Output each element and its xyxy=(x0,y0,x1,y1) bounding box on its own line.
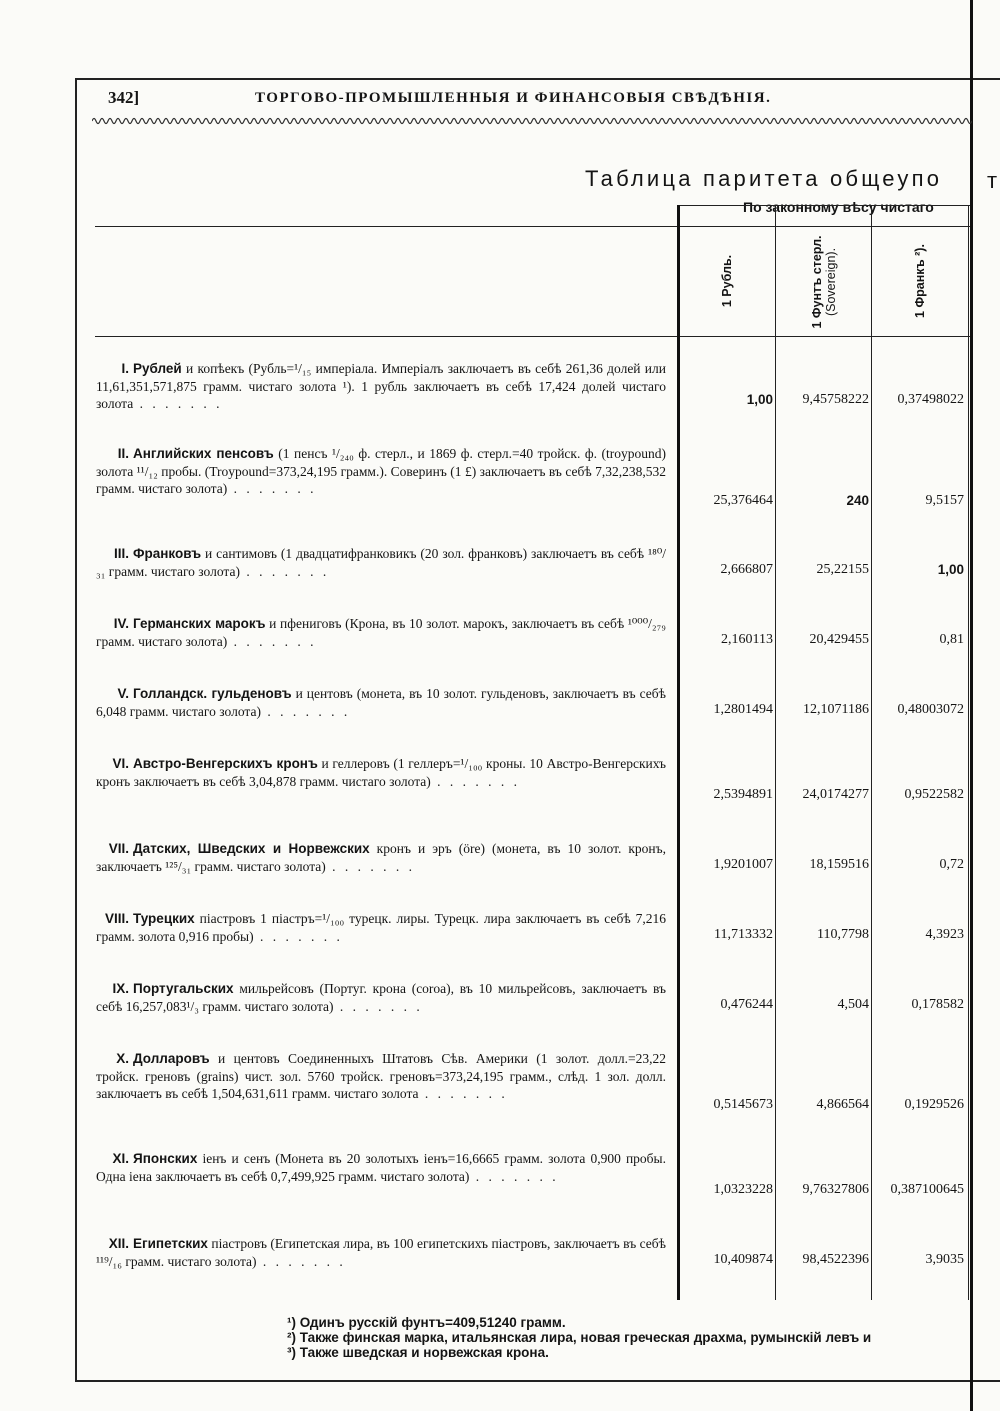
column-divider-2 xyxy=(775,205,776,1300)
dot-leader: . . . . . . . xyxy=(253,928,343,944)
table-cell: 0,5145673 xyxy=(713,1097,773,1112)
table-cell: 1,2801494 xyxy=(713,702,773,717)
table-cell: 1,9201007 xyxy=(713,857,773,872)
table-cell: 20,429455 xyxy=(809,632,869,647)
row-description: и пфениговъ (Крона, въ 10 золот. марокъ, заключаетъ въ себѣ ¹⁰⁰⁰/₂₇₉ грамм. чистаго золота) xyxy=(96,616,666,649)
dot-leader: . . . . . . . xyxy=(227,633,317,649)
table-cell: 0,1929526 xyxy=(904,1097,964,1112)
dot-leader: . . . . . . . xyxy=(260,703,351,719)
dot-leader: . . . . . . . xyxy=(256,1253,346,1269)
table-cell: 4,866564 xyxy=(816,1097,869,1112)
row-description: и сантимовъ (1 двадцатифранковикъ (20 зол. франковъ) заключаетъ въ себѣ ¹⁸⁰/₃₁ грамм. чистаго золота) xyxy=(96,546,666,579)
table-cell: 0,81 xyxy=(939,632,964,647)
header-bottom-rule xyxy=(95,336,970,337)
row-description: и копѣекъ (Рубль=¹/₁₅ имперіала. Имперіалъ заключаетъ въ себѣ 261,36 долей или 11,61,351,571,875 грамм. чистаго золота ¹). 1 рубль заключаетъ въ себѣ 17,424 долей чистаго золота xyxy=(96,361,666,411)
table-cell: 0,178582 xyxy=(911,997,964,1012)
table-cell: 4,3923 xyxy=(925,927,964,942)
dot-leader: . . . . . . . xyxy=(133,396,223,411)
row-description: и центовъ (монета, въ 10 золот. гульденовъ, заключаетъ въ себѣ 6,048 грамм. чистаго золота) xyxy=(96,686,666,719)
top-border xyxy=(75,78,1000,80)
column-divider-1 xyxy=(677,205,680,1300)
table-row-label xyxy=(96,545,666,580)
table-cell: 240 xyxy=(846,493,869,508)
row-description: и центовъ Соединенныхъ Штатовъ Сѣв. Америки (1 золот. долл.=23,22 тройск. греновъ (grains) чист. зол. 5760 тройск. греновъ=373,24,195 грамм., слѣд. 1 зол. долл. заключаетъ въ себѣ 1,504,631,611 грамм. чистаго золота xyxy=(96,1051,666,1101)
header-top-rule xyxy=(677,205,970,206)
table-cell: 110,7798 xyxy=(817,927,869,942)
currency-name: Германских марокъ xyxy=(133,616,266,631)
table-cell: 11,713332 xyxy=(714,927,773,942)
table-cell: 0,9522582 xyxy=(904,787,964,802)
table-cell: 25,22155 xyxy=(816,562,869,577)
currency-name: Франковъ xyxy=(133,546,202,561)
currency-name: Рублей xyxy=(133,361,182,376)
table-cell: 9,45758222 xyxy=(802,392,869,407)
row-description: мильрейсовъ (Португ. крона (coroa), въ 10 мильрейсовъ, заключаетъ въ себѣ 16,257,083¹/₃ грамм. чистаго золота) xyxy=(96,981,666,1014)
row-number: II. xyxy=(117,446,129,461)
row-number: V. xyxy=(117,686,129,701)
row-number: III. xyxy=(113,546,129,561)
table-cell: 25,376464 xyxy=(713,493,773,508)
dot-leader: . . . . . . . xyxy=(418,1086,508,1101)
wavy-divider xyxy=(92,114,972,128)
footnotes xyxy=(287,1315,871,1360)
dot-leader: . . . . . . . xyxy=(227,481,317,496)
row-number: VII. xyxy=(108,841,129,856)
table-row-label xyxy=(96,445,666,498)
table-cell: 10,409874 xyxy=(713,1252,773,1267)
column-header-franc: 1 Франкъ ²). xyxy=(913,244,927,318)
table-cell: 24,0174277 xyxy=(802,787,869,802)
currency-name: Японских xyxy=(133,1151,198,1166)
dot-leader: . . . . . . . xyxy=(239,563,330,579)
table-cell: 12,1071186 xyxy=(803,702,869,717)
row-description: (1 пенсъ ¹/₂₄₀ ф. стерл., и 1869 ф. стерл.=40 тройск. ф. (troypound) золота ¹¹/₁₂ пробы. (Troypound=373,24,195 грамм.). Соверинъ (1 £) заключаетъ въ себѣ 7,32,238,532 грамм. чистаго золота) xyxy=(96,446,667,496)
row-description: іенъ и сенъ (Монета въ 20 золотыхъ іенъ=16,6665 грамм. золота 0,900 пробы. Одна іена заключаетъ въ себѣ 0,7,499,925 грамм. чистаго золота) xyxy=(96,1151,666,1184)
table-cell: 18,159516 xyxy=(809,857,869,872)
column-divider-4 xyxy=(968,205,969,1300)
row-description: кронъ и эръ (öre) (монета, въ 10 золот. кронъ, заключаетъ ¹²⁵/₃₁ грамм. чистаго золота) xyxy=(96,841,667,874)
row-number: XII. xyxy=(108,1236,129,1251)
header-rule-full xyxy=(95,226,970,227)
row-number: IX. xyxy=(112,981,129,996)
row-number: IV. xyxy=(113,616,129,631)
table-row-label xyxy=(96,1050,666,1103)
table-cell: 3,9035 xyxy=(925,1252,964,1267)
table-row-label xyxy=(96,360,666,413)
table-cell: 1,00 xyxy=(746,392,773,407)
currency-name: Голландск. гульденовъ xyxy=(133,686,292,701)
currency-name: Египетских xyxy=(133,1236,208,1251)
cut-off-letter: т xyxy=(987,168,998,193)
column-divider-3 xyxy=(871,205,872,1300)
table-cell: 0,476244 xyxy=(720,997,773,1012)
row-number: I. xyxy=(121,361,129,376)
row-description: піастровъ 1 піастръ=¹/₁₀₀ турецк. лиры. Турецк. лира заключаетъ въ себѣ 7,216 грамм. золота 0,916 пробы) xyxy=(96,911,666,944)
table-cell: 9,76327806 xyxy=(802,1182,869,1197)
table-row-label xyxy=(96,1235,666,1270)
currency-name: Турецких xyxy=(133,911,195,926)
dot-leader: . . . . . . . xyxy=(469,1168,559,1184)
row-number: XI. xyxy=(112,1151,129,1166)
dot-leader: . . . . . . . xyxy=(333,998,423,1014)
table-row-label xyxy=(96,685,666,720)
row-number: VI. xyxy=(112,756,129,771)
currency-name: Долларовъ xyxy=(133,1051,210,1066)
table-cell: 4,504 xyxy=(837,997,869,1012)
table-cell: 1,0323228 xyxy=(713,1182,773,1197)
table-cell: 2,666807 xyxy=(720,562,773,577)
currency-name: Австро-Венгерскихъ кронъ xyxy=(133,756,318,771)
table-cell: 0,37498022 xyxy=(897,392,964,407)
table-cell: 0,72 xyxy=(939,857,964,872)
table-row-label xyxy=(96,1150,666,1185)
currency-name: Английских пенсовъ xyxy=(133,446,274,461)
table-cell: 0,387100645 xyxy=(890,1182,964,1197)
row-description: и геллеровъ (1 геллеръ=¹/₁₀₀ кроны. 10 Австро-Венгерскихъ кронъ заключаетъ въ себѣ 3,04,878 грамм. чистаго золота) xyxy=(96,756,666,789)
table-cell: 9,5157 xyxy=(925,493,964,508)
running-title: ТОРГОВО-ПРОМЫШЛЕННЫЯ И ФИНАНСОВЫЯ СВѢДѢНІЯ. xyxy=(255,90,772,106)
row-number: VIII. xyxy=(104,911,129,926)
footnote-1: ¹) Одинъ русскій фунтъ=409,51240 грамм. xyxy=(287,1315,566,1330)
left-border xyxy=(75,78,77,1382)
table-subtitle: По законному вѣсу чистаго xyxy=(743,199,934,215)
table-row-label xyxy=(96,840,666,875)
table-row-label xyxy=(96,615,666,650)
footnote-2: ²) Также финская марка, итальянская лира, новая греческая драхма, румынскій левъ и xyxy=(287,1330,872,1345)
column-header-ruble: 1 Рубль. xyxy=(720,254,734,308)
footnote-3: ³) Также шведская и норвежская крона. xyxy=(287,1345,549,1360)
table-title: Таблица паритета общеупо xyxy=(585,166,943,191)
column-header-pound: 1 Фунтъ стерл. (Sovereign). xyxy=(810,235,838,329)
binding-rule xyxy=(970,0,973,1411)
currency-name: Датских, Шведских и Норвежских xyxy=(133,841,370,856)
dot-leader: . . . . . . . xyxy=(325,858,416,874)
dot-leader: . . . . . . . xyxy=(430,773,521,789)
row-description: піастровъ (Египетская лира, въ 100 египетскихъ піастровъ, заключаетъ въ себѣ ¹¹⁹/₁₆ грамм. чистаго золота) xyxy=(96,1236,666,1269)
table-cell: 98,4522396 xyxy=(802,1252,869,1267)
page-number: 342] xyxy=(108,88,140,107)
table-cell: 0,48003072 xyxy=(897,702,964,717)
table-row-label xyxy=(96,980,666,1015)
table-cell: 2,160113 xyxy=(721,632,773,647)
row-number: X. xyxy=(116,1051,129,1066)
bottom-border xyxy=(75,1380,1000,1382)
table-cell: 2,5394891 xyxy=(713,787,773,802)
table-row-label xyxy=(96,755,666,790)
table-cell: 1,00 xyxy=(937,562,964,577)
table-row-label xyxy=(96,910,666,945)
currency-name: Португальских xyxy=(133,981,234,996)
